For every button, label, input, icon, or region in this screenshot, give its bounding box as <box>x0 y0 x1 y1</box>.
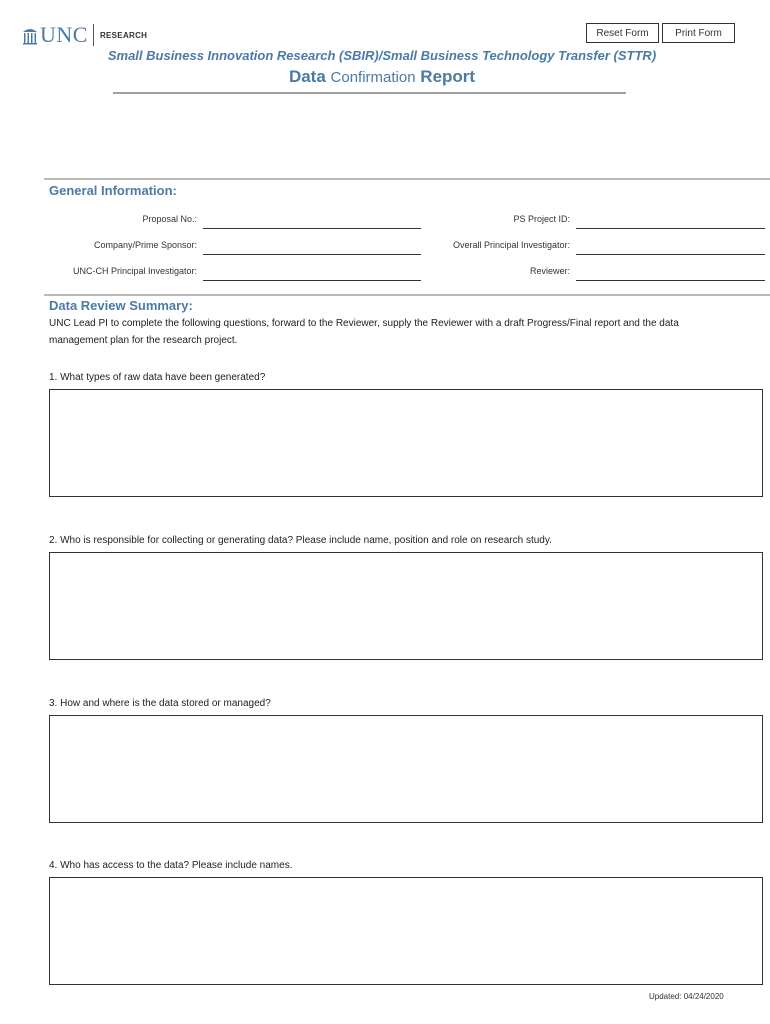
summary-intro-line-1: UNC Lead PI to complete the following questions, forward to the Reviewer, supply the Reviewer with a draft Progress/Final report and the data <box>49 318 679 329</box>
company-sponsor-field[interactable] <box>203 254 421 255</box>
old-well-icon <box>22 25 38 45</box>
proposal-no-label: Proposal No.: <box>142 214 197 224</box>
overall-pi-field[interactable] <box>576 254 765 255</box>
reviewer-label: Reviewer: <box>529 266 570 276</box>
ps-project-id-label: PS Project ID: <box>513 214 570 224</box>
answer-2-textarea[interactable] <box>49 552 763 660</box>
answer-4-textarea[interactable] <box>49 877 763 985</box>
reviewer-field[interactable] <box>576 280 765 281</box>
question-3: 3. How and where is the data stored or managed? <box>49 698 271 709</box>
question-4: 4. Who has access to the data? Please include names. <box>49 860 293 871</box>
title-divider <box>113 92 626 94</box>
question-1: 1. What types of raw data have been generated? <box>49 372 266 383</box>
summary-heading: Data Review Summary: <box>49 298 193 313</box>
general-info-heading: General Information: <box>49 183 177 198</box>
answer-1-textarea[interactable] <box>49 389 763 497</box>
form-title <box>0 67 764 87</box>
question-2: 2. Who is responsible for collecting or generating data? Please include name, position and role on research study. <box>49 535 552 546</box>
proposal-no-field[interactable] <box>203 228 421 229</box>
reset-form-button[interactable]: Reset Form <box>586 23 659 43</box>
form-subtitle: Small Business Innovation Research (SBIR)/Small Business Technology Transfer (STTR) <box>107 48 657 63</box>
print-form-button[interactable]: Print Form <box>662 23 735 43</box>
title-part-data: Data <box>288 67 331 86</box>
answer-3-textarea[interactable] <box>49 715 763 823</box>
title-part-confirmation: Confirmation <box>330 69 416 86</box>
summary-intro-line-2: management plan for the research project. <box>49 335 238 346</box>
overall-pi-label: Overall Principal Investigator: <box>452 240 570 250</box>
updated-date: Updated: 04/24/2020 <box>649 992 724 1001</box>
logo-subtext: RESEARCH <box>99 30 148 40</box>
summary-divider <box>44 294 770 296</box>
unc-research-logo <box>22 22 147 48</box>
ps-project-id-field[interactable] <box>576 228 765 229</box>
logo-divider <box>93 24 94 46</box>
unc-pi-label: UNC-CH Principal Investigator: <box>72 266 197 276</box>
company-sponsor-label: Company/Prime Sponsor: <box>93 240 197 250</box>
unc-pi-field[interactable] <box>203 280 421 281</box>
title-part-report: Report <box>415 67 476 86</box>
logo-text: UNC <box>40 22 88 47</box>
general-info-divider <box>44 178 770 180</box>
summary-intro <box>49 315 767 349</box>
